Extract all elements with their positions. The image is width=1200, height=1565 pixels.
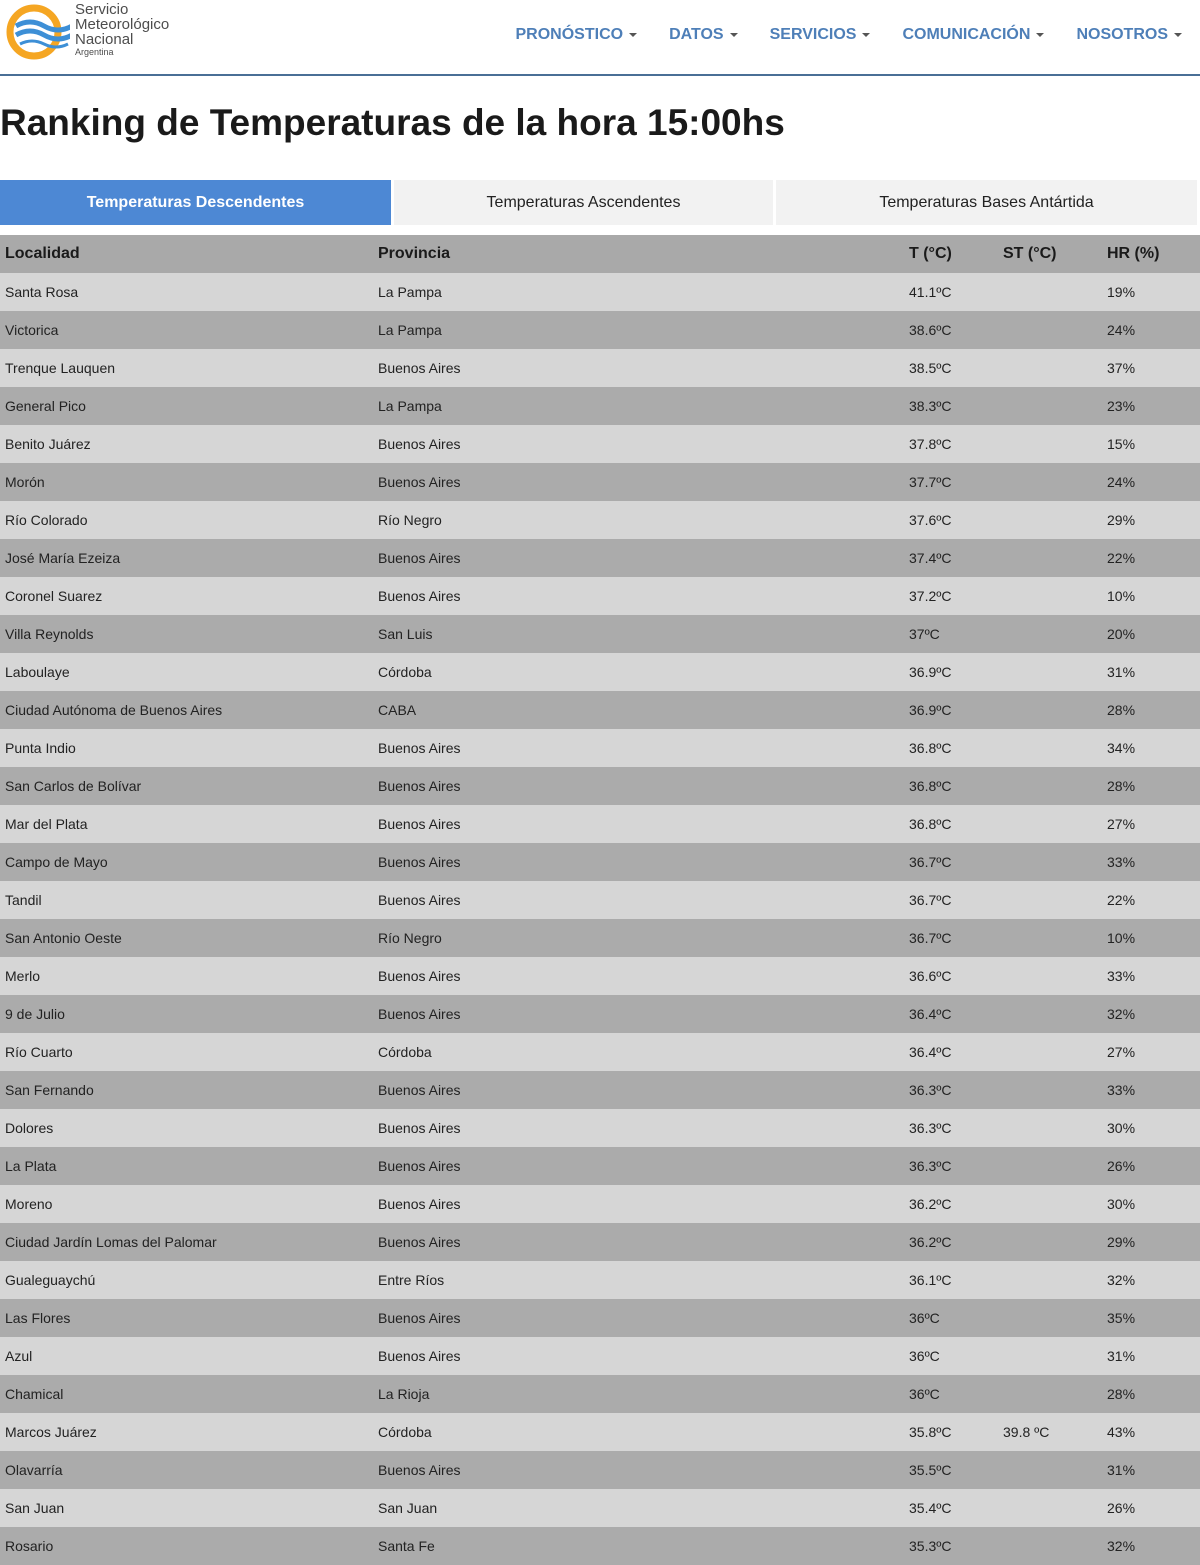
table-row: [0, 1413, 1200, 1451]
caret-down-icon: [629, 33, 637, 37]
cell-sensacion-termica: [1003, 919, 1103, 957]
cell-localidad: Rosario: [5, 1538, 54, 1554]
cell-temperatura: 36.8ºC: [909, 816, 952, 832]
cell-humedad: 31%: [1107, 1348, 1136, 1364]
cell-localidad: Laboulaye: [5, 664, 70, 680]
cell-humedad: 32%: [1107, 1006, 1136, 1022]
table-row: [0, 349, 1200, 387]
table-row: [0, 1299, 1200, 1337]
cell-humedad: 30%: [1107, 1196, 1136, 1212]
cell-sensacion-termica: [1003, 463, 1103, 501]
cell-provincia: Buenos Aires: [378, 1006, 461, 1022]
cell-provincia: Buenos Aires: [378, 892, 461, 908]
table-row: [0, 387, 1200, 425]
cell-provincia: Buenos Aires: [378, 1196, 461, 1212]
cell-sensacion-termica: [1003, 1299, 1103, 1337]
tab-temperaturas-ascendentes[interactable]: Temperaturas Ascendentes: [394, 180, 773, 225]
cell-humedad: 23%: [1107, 398, 1136, 414]
cell-localidad: San Juan: [5, 1500, 65, 1516]
table-row: [0, 957, 1200, 995]
cell-localidad: Dolores: [5, 1120, 54, 1136]
cell-humedad: 33%: [1107, 1082, 1136, 1098]
cell-sensacion-termica: [1003, 1071, 1103, 1109]
cell-humedad: 22%: [1107, 892, 1136, 908]
table-row: [0, 843, 1200, 881]
cell-sensacion-termica: [1003, 273, 1103, 311]
nav-label: PRONÓSTICO: [515, 26, 624, 43]
cell-humedad: 24%: [1107, 474, 1136, 490]
nav-item-nosotros[interactable]: [1076, 26, 1182, 44]
logo-wordmark: [75, 2, 169, 57]
cell-sensacion-termica: [1003, 1527, 1103, 1565]
table-row: [0, 311, 1200, 349]
cell-localidad: 9 de Julio: [5, 1006, 65, 1022]
cell-humedad: 35%: [1107, 1310, 1136, 1326]
cell-temperatura: 38.3ºC: [909, 398, 952, 414]
cell-humedad: 10%: [1107, 930, 1136, 946]
cell-localidad: Olavarría: [5, 1462, 63, 1478]
cell-humedad: 19%: [1107, 284, 1136, 300]
cell-sensacion-termica: [1003, 805, 1103, 843]
table-row: [0, 463, 1200, 501]
cell-humedad: 28%: [1107, 778, 1136, 794]
cell-localidad: Benito Juárez: [5, 436, 91, 452]
cell-temperatura: 36.4ºC: [909, 1044, 952, 1060]
cell-provincia: Río Negro: [378, 512, 442, 528]
cell-provincia: La Pampa: [378, 398, 442, 414]
cell-localidad: Ciudad Jardín Lomas del Palomar: [5, 1234, 217, 1250]
table-header-row: [0, 235, 1200, 273]
cell-temperatura: 35.3ºC: [909, 1538, 952, 1554]
table-row: [0, 919, 1200, 957]
cell-localidad: Las Flores: [5, 1310, 71, 1326]
cell-provincia: La Rioja: [378, 1386, 430, 1402]
header-humedad[interactable]: HR (%): [1107, 245, 1160, 262]
cell-sensacion-termica: [1003, 539, 1103, 577]
table-row: [0, 805, 1200, 843]
cell-temperatura: 36.3ºC: [909, 1120, 952, 1136]
cell-humedad: 26%: [1107, 1500, 1136, 1516]
cell-localidad: Río Cuarto: [5, 1044, 73, 1060]
cell-localidad: Gualeguaychú: [5, 1272, 96, 1288]
cell-temperatura: 36.9ºC: [909, 702, 952, 718]
cell-sensacion-termica: [1003, 767, 1103, 805]
cell-humedad: 31%: [1107, 664, 1136, 680]
cell-localidad: Victorica: [5, 322, 59, 338]
cell-temperatura: 37.2ºC: [909, 588, 952, 604]
logo-country: Argentina: [75, 47, 114, 57]
main-nav: [516, 26, 1183, 44]
cell-humedad: 32%: [1107, 1272, 1136, 1288]
cell-temperatura: 35.8ºC: [909, 1424, 952, 1440]
cell-sensacion-termica: [1003, 387, 1103, 425]
cell-sensacion-termica: [1003, 653, 1103, 691]
cell-temperatura: 36.8ºC: [909, 778, 952, 794]
cell-temperatura: 36.7ºC: [909, 892, 952, 908]
cell-sensacion-termica: [1003, 425, 1103, 463]
cell-sensacion-termica: [1003, 1185, 1103, 1223]
cell-temperatura: 36ºC: [909, 1310, 940, 1326]
cell-sensacion-termica: [1003, 843, 1103, 881]
cell-provincia: Buenos Aires: [378, 968, 461, 984]
cell-provincia: La Pampa: [378, 284, 442, 300]
cell-sensacion-termica: [1003, 691, 1103, 729]
cell-localidad: Mar del Plata: [5, 816, 88, 832]
table-row: [0, 1147, 1200, 1185]
table-row: [0, 995, 1200, 1033]
cell-sensacion-termica: [1003, 1337, 1103, 1375]
cell-humedad: 20%: [1107, 626, 1136, 642]
cell-temperatura: 37.6ºC: [909, 512, 952, 528]
cell-localidad: Marcos Juárez: [5, 1424, 97, 1440]
nav-label: NOSOTROS: [1076, 26, 1168, 43]
cell-temperatura: 36.8ºC: [909, 740, 952, 756]
table-row: [0, 1527, 1200, 1565]
cell-temperatura: 35.4ºC: [909, 1500, 952, 1516]
cell-humedad: 32%: [1107, 1538, 1136, 1554]
cell-sensacion-termica: [1003, 311, 1103, 349]
cell-provincia: Río Negro: [378, 930, 442, 946]
nav-item-pronostico[interactable]: [516, 26, 638, 44]
smn-logo-icon: [6, 4, 70, 60]
cell-localidad: San Fernando: [5, 1082, 94, 1098]
cell-sensacion-termica: [1003, 1147, 1103, 1185]
cell-provincia: Buenos Aires: [378, 360, 461, 376]
cell-temperatura: 41.1ºC: [909, 284, 952, 300]
cell-provincia: San Juan: [378, 1500, 438, 1516]
logo-line-1: Servicio: [75, 1, 129, 18]
cell-sensacion-termica: [1003, 577, 1103, 615]
cell-localidad: Morón: [5, 474, 45, 490]
cell-provincia: Buenos Aires: [378, 1158, 461, 1174]
cell-temperatura: 38.5ºC: [909, 360, 952, 376]
table-row: [0, 729, 1200, 767]
header-temperatura[interactable]: T (°C): [909, 245, 952, 262]
cell-temperatura: 37.4ºC: [909, 550, 952, 566]
ranking-table: [0, 235, 1200, 1565]
cell-humedad: 37%: [1107, 360, 1136, 376]
cell-provincia: Entre Ríos: [378, 1272, 445, 1288]
cell-temperatura: 36.7ºC: [909, 854, 952, 870]
cell-humedad: 33%: [1107, 968, 1136, 984]
caret-down-icon: [862, 33, 870, 37]
cell-temperatura: 36.9ºC: [909, 664, 952, 680]
cell-humedad: 27%: [1107, 1044, 1136, 1060]
cell-temperatura: 37ºC: [909, 626, 940, 642]
cell-sensacion-termica: [1003, 995, 1103, 1033]
table-row: [0, 425, 1200, 463]
cell-humedad: 30%: [1107, 1120, 1136, 1136]
table-row: [0, 767, 1200, 805]
cell-humedad: 27%: [1107, 816, 1136, 832]
cell-provincia: Buenos Aires: [378, 816, 461, 832]
cell-humedad: 33%: [1107, 854, 1136, 870]
cell-provincia: Santa Fe: [378, 1538, 435, 1554]
cell-humedad: 34%: [1107, 740, 1136, 756]
table-row: [0, 577, 1200, 615]
cell-temperatura: 36.1ºC: [909, 1272, 952, 1288]
table-row: [0, 1489, 1200, 1527]
table-row: [0, 1375, 1200, 1413]
table-row: [0, 501, 1200, 539]
header-localidad[interactable]: Localidad: [5, 245, 80, 262]
cell-localidad: Trenque Lauquen: [5, 360, 116, 376]
cell-sensacion-termica: [1003, 349, 1103, 387]
cell-provincia: CABA: [378, 702, 417, 718]
page-title: Ranking de Temperaturas de la hora 15:00hs: [0, 102, 785, 143]
cell-temperatura: 38.6ºC: [909, 322, 952, 338]
table-row: [0, 1261, 1200, 1299]
caret-down-icon: [1036, 33, 1044, 37]
cell-sensacion-termica: [1003, 1451, 1103, 1489]
table-row: [0, 881, 1200, 919]
cell-localidad: José María Ezeiza: [5, 550, 121, 566]
cell-sensacion-termica: [1003, 729, 1103, 767]
table-row: [0, 539, 1200, 577]
cell-temperatura: 37.8ºC: [909, 436, 952, 452]
cell-localidad: Merlo: [5, 968, 41, 984]
cell-localidad: Campo de Mayo: [5, 854, 108, 870]
cell-humedad: 26%: [1107, 1158, 1136, 1174]
cell-localidad: Azul: [5, 1348, 33, 1364]
cell-provincia: Buenos Aires: [378, 854, 461, 870]
table-row: [0, 1223, 1200, 1261]
cell-sensacion-termica: [1003, 1109, 1103, 1147]
cell-provincia: Buenos Aires: [378, 778, 461, 794]
cell-sensacion-termica: [1003, 1261, 1103, 1299]
smn-logo[interactable]: [6, 2, 206, 62]
cell-localidad: Punta Indio: [5, 740, 76, 756]
nav-item-datos[interactable]: [669, 26, 738, 44]
cell-sensacion-termica: [1003, 1489, 1103, 1527]
cell-humedad: 10%: [1107, 588, 1136, 604]
table-row: [0, 615, 1200, 653]
cell-sensacion-termica: [1003, 1033, 1103, 1071]
cell-localidad: San Antonio Oeste: [5, 930, 122, 946]
nav-label: COMUNICACIÓN: [902, 26, 1031, 43]
cell-provincia: Buenos Aires: [378, 474, 461, 490]
cell-humedad: 43%: [1107, 1424, 1136, 1440]
header-provincia[interactable]: Provincia: [378, 245, 451, 262]
cell-sensacion-termica: [1003, 957, 1103, 995]
cell-localidad: General Pico: [5, 398, 86, 414]
cell-temperatura: 36.6ºC: [909, 968, 952, 984]
cell-temperatura: 36.3ºC: [909, 1082, 952, 1098]
tab-temperaturas-bases-antartida[interactable]: Temperaturas Bases Antártida: [776, 180, 1197, 225]
cell-humedad: 15%: [1107, 436, 1136, 452]
table-row: [0, 1185, 1200, 1223]
table-row: [0, 1337, 1200, 1375]
cell-provincia: Buenos Aires: [378, 1120, 461, 1136]
nav-label: DATOS: [669, 26, 724, 43]
cell-humedad: 31%: [1107, 1462, 1136, 1478]
cell-temperatura: 36ºC: [909, 1348, 940, 1364]
cell-humedad: 22%: [1107, 550, 1136, 566]
cell-sensacion-termica: [1003, 501, 1103, 539]
cell-humedad: 28%: [1107, 1386, 1136, 1402]
cell-localidad: Tandil: [5, 892, 42, 908]
table-row: [0, 653, 1200, 691]
table-row: [0, 691, 1200, 729]
cell-sensacion-termica: [1003, 1375, 1103, 1413]
logo-line-2: Meteorológico: [75, 16, 170, 33]
cell-humedad: 29%: [1107, 512, 1136, 528]
caret-down-icon: [730, 33, 738, 37]
cell-provincia: La Pampa: [378, 322, 442, 338]
cell-provincia: Córdoba: [378, 1424, 432, 1440]
nav-label: SERVICIOS: [769, 26, 857, 43]
cell-localidad: Chamical: [5, 1386, 64, 1402]
cell-provincia: Buenos Aires: [378, 1462, 461, 1478]
cell-temperatura: 36.3ºC: [909, 1158, 952, 1174]
cell-sensacion-termica: [1003, 881, 1103, 919]
cell-provincia: Córdoba: [378, 664, 432, 680]
cell-provincia: Buenos Aires: [378, 1348, 461, 1364]
cell-localidad: Villa Reynolds: [5, 626, 94, 642]
cell-localidad: La Plata: [5, 1158, 57, 1174]
cell-humedad: 24%: [1107, 322, 1136, 338]
cell-localidad: Coronel Suarez: [5, 588, 103, 604]
cell-humedad: 28%: [1107, 702, 1136, 718]
cell-provincia: Buenos Aires: [378, 1310, 461, 1326]
tab-temperaturas-descendentes[interactable]: Temperaturas Descendentes: [0, 180, 391, 225]
cell-temperatura: 37.7ºC: [909, 474, 952, 490]
caret-down-icon: [1174, 33, 1182, 37]
logo-line-3: Nacional: [75, 31, 134, 48]
cell-provincia: Buenos Aires: [378, 550, 461, 566]
header-sensacion-termica[interactable]: ST (°C): [1003, 245, 1057, 262]
table-row: [0, 1109, 1200, 1147]
cell-sensacion-termica: 39.8 ºC: [1003, 1424, 1050, 1440]
table-row: [0, 1033, 1200, 1071]
cell-provincia: Buenos Aires: [378, 436, 461, 452]
cell-provincia: Buenos Aires: [378, 1082, 461, 1098]
cell-localidad: Ciudad Autónoma de Buenos Aires: [5, 702, 223, 718]
table-row: [0, 273, 1200, 311]
cell-sensacion-termica: [1003, 1223, 1103, 1261]
cell-humedad: 29%: [1107, 1234, 1136, 1250]
cell-provincia: Buenos Aires: [378, 740, 461, 756]
cell-temperatura: 36.2ºC: [909, 1234, 952, 1250]
cell-temperatura: 36.2ºC: [909, 1196, 952, 1212]
cell-temperatura: 36ºC: [909, 1386, 940, 1402]
nav-item-comunicacion[interactable]: [902, 26, 1044, 44]
site-header: [0, 0, 1200, 76]
cell-temperatura: 35.5ºC: [909, 1462, 952, 1478]
cell-provincia: San Luis: [378, 626, 433, 642]
ranking-tabs: [0, 180, 1200, 225]
cell-localidad: Moreno: [5, 1196, 53, 1212]
table-row: [0, 1071, 1200, 1109]
cell-provincia: Buenos Aires: [378, 1234, 461, 1250]
cell-temperatura: 36.4ºC: [909, 1006, 952, 1022]
cell-temperatura: 36.7ºC: [909, 930, 952, 946]
cell-provincia: Córdoba: [378, 1044, 432, 1060]
cell-localidad: Santa Rosa: [5, 284, 79, 300]
cell-localidad: San Carlos de Bolívar: [5, 778, 142, 794]
cell-localidad: Río Colorado: [5, 512, 88, 528]
cell-sensacion-termica: [1003, 615, 1103, 653]
table-row: [0, 1451, 1200, 1489]
cell-provincia: Buenos Aires: [378, 588, 461, 604]
nav-item-servicios[interactable]: [770, 26, 871, 44]
